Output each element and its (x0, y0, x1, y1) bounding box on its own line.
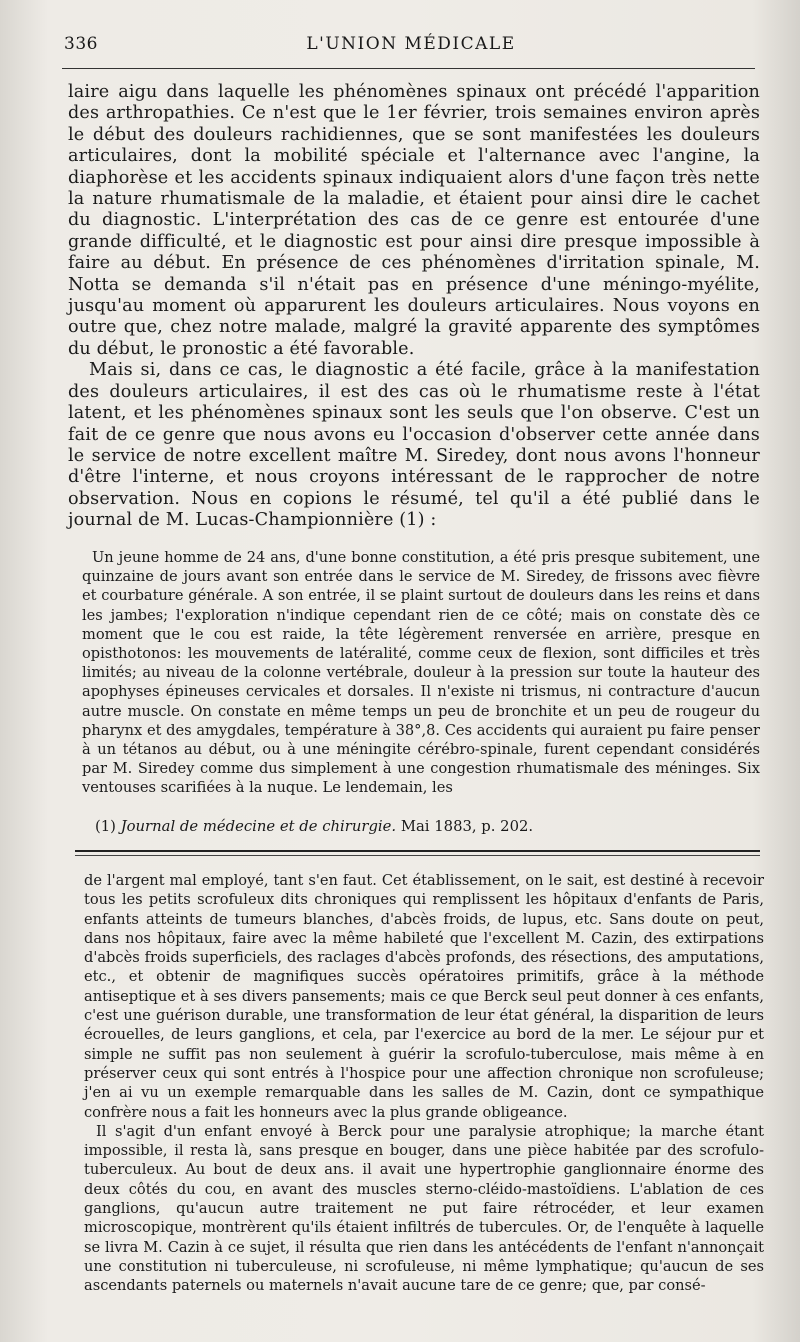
paragraph-latent-rheumatism: Mais si, dans ce cas, le diagnostic a été facile, grâce à la manifestation des douleurs articulaires, il est des cas où le rhumatisme reste à l'état latent, et les phénomènes spinaux sont les seuls que l'on observe. C'est un fait de ce genre que nous avons eu l'occasion d'observer cette année dans le service de notre excellent maître M. Siredey, dont nous avons l'honneur d'être l'interne, et nous croyons intéressant de le rapprocher de notre observation. Nous en copions le résumé, tel qu'il a été publié dans le journal de M. Lucas-Championnière (1) : (68, 360, 760, 531)
section-divider (75, 850, 760, 856)
case-summary-text: Un jeune homme de 24 ans, d'une bonne constitution, a été pris presque subitement, une quinzaine de jours avant son entrée dans le service de M. Siredey, de frissons avec fièvre et courbature générale. A son entrée, il se plaint surtout de douleurs dans les reins et dans les jambes; l'exploration n'indique cependant rien de ce côté; mais on constate dès ce moment que le cou est raide, la tête légèrement renversée en arrière, presque en opisthotonos: les mouvements de latéralité, comme ceux de flexion, sont difficiles et très limités; au niveau de la colonne vertébrale, douleur à la pression sur toute la hauteur des apophyses épineuses cervicales et dorsales. Il n'existe ni trismus, ni contracture d'aucun autre muscle. On constate en même temps un peu de bronchite et un peu de rougeur du pharynx et des amygdales, température à 38°,8. Ces accidents qui auraient pu faire penser à un tétanos au début, ou à une méningite cérébro-spinale, furent cependant considérés par M. Siredey comme dus simplement à une congestion rhumatismale des méninges. Six ventouses scarifiées à la nuque. Le lendemain, les (82, 549, 760, 797)
page-header (62, 28, 760, 62)
footnote-journal-title: Journal de médecine et de chirurgie. (120, 818, 397, 835)
article-upper-text (68, 82, 760, 532)
paragraph-berck: de l'argent mal employé, tant s'en faut. Cet établissement, on le sait, est destiné à recevoir tous les petits scrofuleux dits chroniques qui remplissent les hôpitaux d'enfants de Paris, enfants atteints de tumeurs blanches, d'abcès froids, de lupus, etc. Sans doute on peut, dans nos hôpitaux, faire avec la même habileté que l'excellent M. Cazin, des extirpations d'abcès froids superficiels, des raclages d'abcès profonds, des résections, des amputations, etc., et obtenir de magnifiques succès opératoires primitifs, grâce à la méthode antiseptique et à ses divers pansements; mais ce que Berck seul peut donner à ces enfants, c'est une guérison durable, une transformation de leur état général, la disparition de leurs écrouelles, de leurs ganglions, et cela, par l'exercice au bord de la mer. Le séjour pur et simple ne suffit pas non seulement à guérir la scrofulo-tuberculose, mais même à en préserver ceux qui sont entrés à l'hospice pour une affection chronique non scrofuleuse; j'en ai vu un exemple remarquable dans les salles de M. Cazin, dont ce sympathique confrère nous a fait les honneurs avec la plus grande obligeance. (84, 872, 764, 1121)
footnote-reference: Mai 1883, p. 202. (400, 818, 534, 835)
quoted-case-summary (82, 548, 760, 798)
header-rule (62, 68, 755, 69)
paragraph-child-case: Il s'agit d'un enfant envoyé à Berck pour une paralysie atrophique; la marche étant impossible, il resta là, sans presque en bouger, dans une pièce habitée par des scrofulo-tuberculeux. Au bout de deux ans. il avait une hypertrophie ganglionnaire énorme des deux côtés du cou, en avant des muscles sterno-cléido-mastoïdiens. L'ablation de ces ganglions, qu'aucun autre traitement ne put faire rétrocéder, et leur examen microscopique, montrèrent qu'ils étaient infiltrés de tubercules. Or, de l'enquête à laquelle se livra M. Cazin à ce sujet, il résulta que rien dans les antécédents de l'enfant n'annonçait une constitution ni tuberculeuse, ni scrofuleuse, ni même lymphatique; qu'aucun de ses ascendants paternels ou maternels n'avait aucune tare de ce genre; que, par consé- (84, 1122, 764, 1295)
page-number: 336 (64, 34, 98, 54)
footnote-marker: (1) (95, 818, 116, 835)
footnote (95, 817, 755, 837)
paragraph-continuation: laire aigu dans laquelle les phénomènes spinaux ont précédé l'apparition des arthropathies. Ce n'est que le 1er février, trois semaines environ après le début des douleurs rachidiennes, que se sont manifestées les douleurs articulaires, dont la mobilité spéciale et l'alternance avec l'angine, la diaphorèse et les accidents spinaux indiquaient alors d'une façon très nette la nature rhumatismale de la maladie, et étaient pour ainsi dire le cachet du diagnostic. L'interprétation des cas de ce genre est entourée d'une grande difficulté, et le diagnostic est pour ainsi dire presque impossible à faire au début. En présence de ces phénomènes d'irritation spinale, M. Notta se demanda s'il n'était pas en présence d'une méningo-myélite, jusqu'au moment où apparurent les douleurs articulaires. Nous voyons en outre que, chez notre malade, malgré la gravité apparente des symptômes du début, le pronostic a été favorable. (68, 82, 760, 359)
article-lower-text (84, 871, 764, 1296)
running-title: L'UNION MÉDICALE (306, 34, 516, 54)
